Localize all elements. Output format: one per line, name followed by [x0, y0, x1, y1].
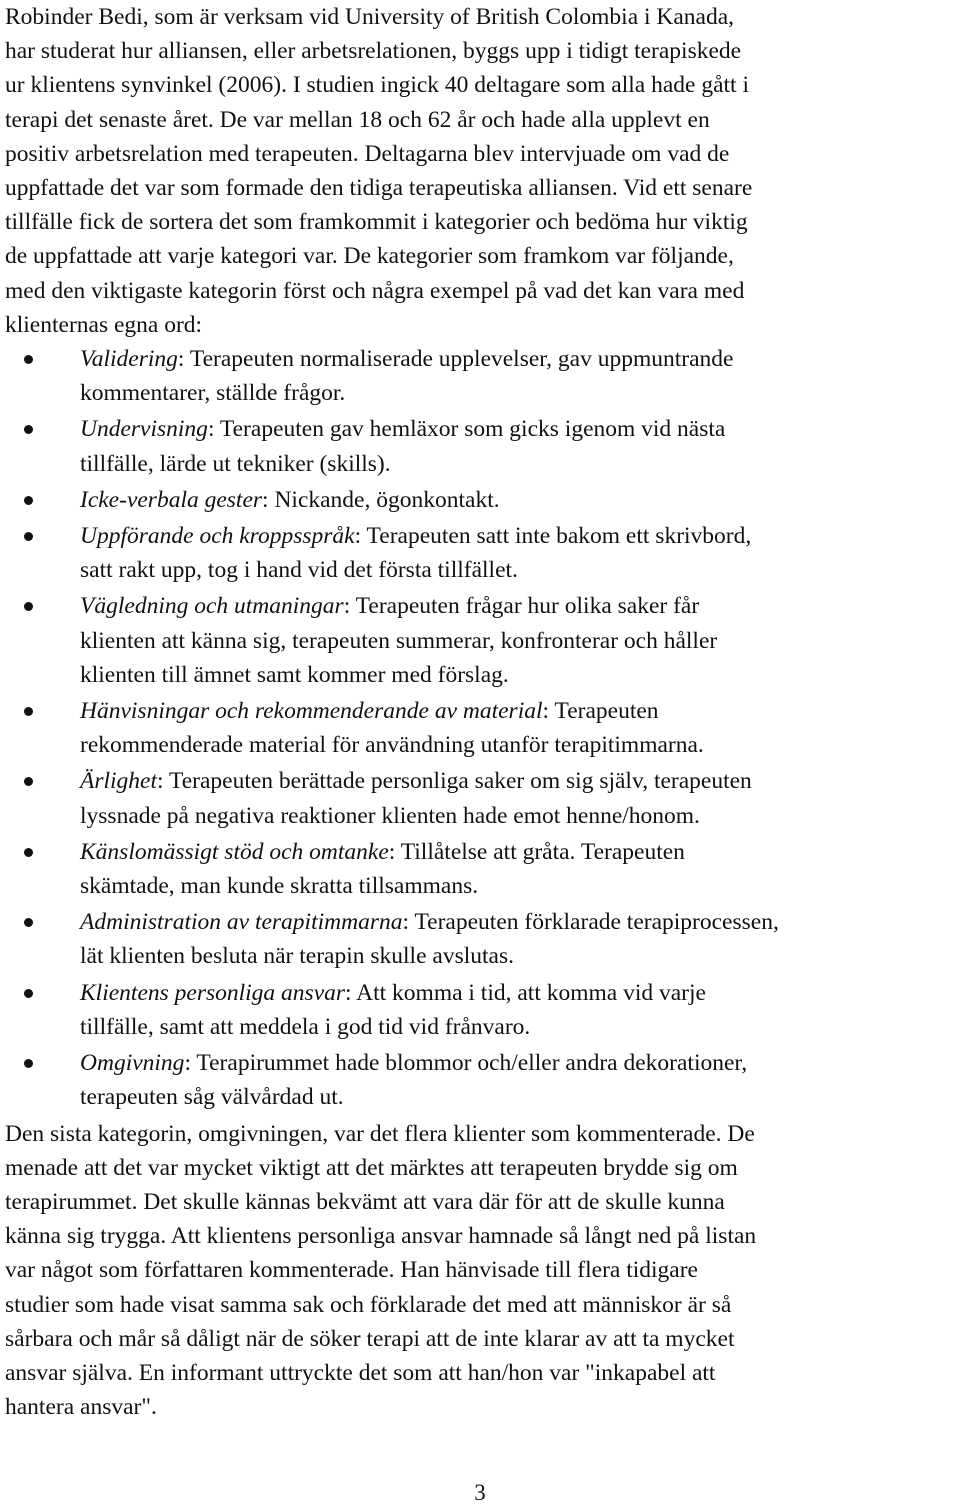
closing-paragraph: Den sista kategorin, omgivningen, var det flera klienter som kommenterade. De menade att det var mycket viktigt att det märktes att terapeuten brydde sig om terapirummet. Det skulle kännas bekvämt att vara där för att de skulle kunna känna sig trygga. Att klientens personliga ansvar hamnade så långt ned på listan var något som författaren kommenterade. Han hänvisade till flera tidigare studier som hade visat samma sak och förklarade det med att människor är så sårbara och mår så dåligt när de söker terapi att de inte klarar av att ta mycket ansvar själva. En informant uttryckte det som att han/hon var "inkapabel att hantera ansvar".	[5, 1120, 757, 1421]
category-term: Vägledning och utmaningar	[80, 593, 344, 620]
category-text: : Att komma i tid, att komma vid varje tillfälle, samt att meddela i god tid vid frånvaro.	[80, 979, 706, 1040]
bullet-icon	[24, 496, 33, 505]
document-page	[5, 0, 960, 1424]
category-item	[5, 835, 960, 903]
category-text: : Terapeuten förklarade terapiprocessen, lät klienten besluta när terapin skulle avslutas.	[80, 909, 779, 970]
category-text: : Tillåtelse att gråta. Terapeuten skämtade, man kunde skratta tillsammans.	[80, 838, 685, 900]
bullet-icon	[24, 355, 33, 364]
bullet-icon	[24, 602, 33, 611]
category-term: Administration av terapitimmarna	[80, 909, 403, 936]
category-item	[5, 483, 960, 517]
bullet-icon	[24, 848, 33, 857]
category-item	[5, 589, 960, 692]
category-text: : Terapeuten frågar hur olika saker får klienten att känna sig, terapeuten summerar, konfronterar och håller klienten till ämnet samt kommer med förslag.	[80, 593, 718, 688]
bullet-icon	[24, 989, 33, 998]
bullet-icon	[24, 1059, 33, 1068]
category-text: : Terapeuten rekommenderade material för användning utanför terapitimmarna.	[80, 698, 704, 759]
category-item	[5, 905, 960, 973]
category-list	[5, 342, 960, 1114]
category-item	[5, 342, 960, 410]
page-number: 3	[474, 1480, 486, 1505]
bullet-icon	[24, 425, 33, 434]
category-term: Känslomässigt stöd och omtanke	[80, 838, 389, 865]
category-item	[5, 519, 960, 587]
category-item	[5, 764, 960, 832]
category-item	[5, 1046, 960, 1114]
category-term: Ärlighet	[80, 768, 158, 795]
bullet-icon	[24, 918, 33, 927]
category-term: Undervisning	[80, 416, 208, 443]
category-term: Klientens personliga ansvar	[80, 979, 346, 1006]
bullet-icon	[24, 532, 33, 541]
category-text: : Terapirummet hade blommor och/eller andra dekorationer, terapeuten såg välvårdad ut.	[80, 1050, 748, 1111]
category-item	[5, 976, 960, 1044]
category-term: Uppförande och kroppsspråk	[80, 523, 355, 550]
category-item	[5, 694, 960, 762]
category-text: : Terapeuten normaliserade upplevelser, gav uppmuntrande kommentarer, ställde frågor.	[80, 346, 734, 407]
category-item	[5, 412, 960, 480]
category-text: : Nickande, ögonkontakt.	[262, 486, 500, 513]
category-text: : Terapeuten gav hemläxor som gicks igenom vid nästa tillfälle, lärde ut tekniker (skills).	[80, 416, 726, 477]
category-text: : Terapeuten berättade personliga saker om sig själv, terapeuten lyssnade på negativa reaktioner klienten hade emot henne/honom.	[80, 768, 752, 829]
bullet-icon	[24, 707, 33, 716]
intro-paragraph: Robinder Bedi, som är verksam vid University of British Colombia i Kanada, har studerat hur alliansen, eller arbetsrelationen, byggs upp i tidigt terapiskede ur klientens synvinkel (2006). I studien ingick 40 deltagare som alla hade gått i terapi det senaste året. De var mellan 18 och 62 år och hade alla upplevt en positiv arbetsrelation med terapeuten. Deltagarna blev intervjuade om vad de uppfattade det var som formade den tidiga terapeutiska alliansen. Vid ett senare tillfälle fick de sortera det som framkommit i kategorier och bedöma hur viktig de uppfattade att varje kategori var. De kategorier som framkom var följande, med den viktigaste kategorin först och några exempel på vad det kan vara med klienternas egna ord:	[5, 4, 753, 338]
category-term: Omgivning	[80, 1050, 185, 1077]
category-term: Validering	[80, 346, 178, 373]
category-text: : Terapeuten satt inte bakom ett skrivbord, satt rakt upp, tog i hand vid det första tillfället.	[80, 523, 752, 584]
category-term: Hänvisningar och rekommenderande av material	[80, 698, 543, 725]
category-term: Icke-verbala gester	[80, 486, 263, 513]
bullet-icon	[24, 777, 33, 786]
